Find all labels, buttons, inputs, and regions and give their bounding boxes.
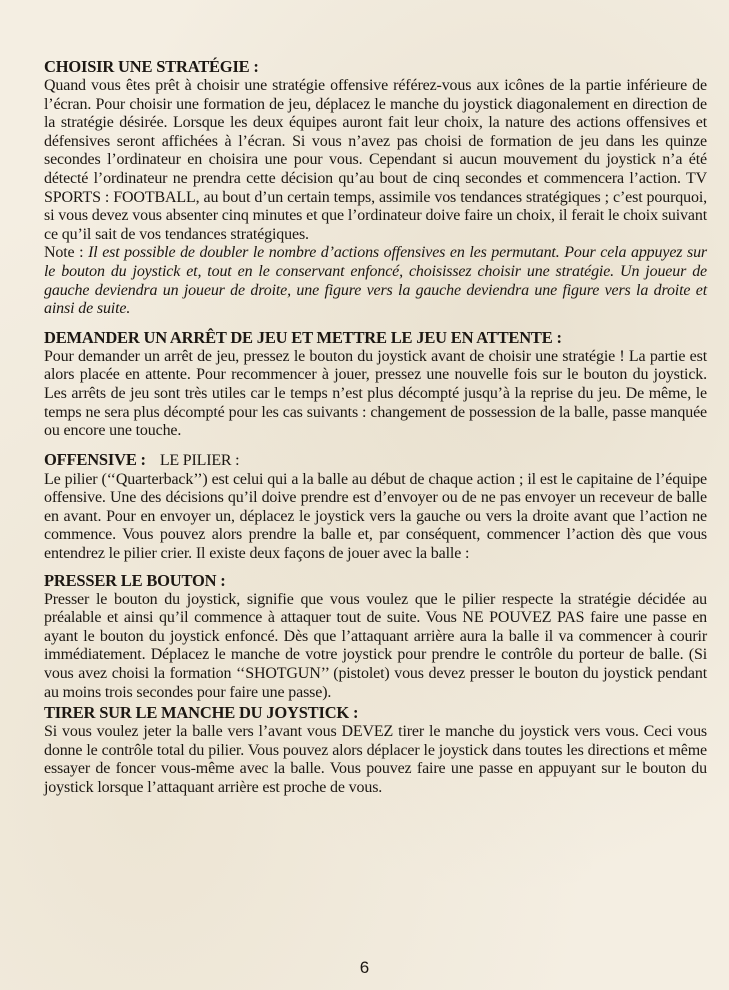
section-body xyxy=(44,77,707,319)
section-title: OFFENSIVE : xyxy=(44,449,146,469)
note-label: Note : xyxy=(44,244,89,262)
section-title: PRESSER LE BOUTON : xyxy=(44,570,226,590)
section-tirer-manche xyxy=(44,702,707,797)
section-body: Presser le bouton du joystick, signifie que vous voulez que le pilier respecte la stratégie décidée au préalable et ainsi qu’il commence à attaquer tout de suite. Vous NE POUVEZ PAS faire une passe en ayant le bouton du joystick enfoncé. Dès que l’attaquant arrière aura la balle il va commencer à courir immédiatement. Déplacez le manche de votre joystick pour prendre le contrôle du porteur de balle. (Si vous avez choisi la formation ‘‘SHOTGUN’’ (pistolet) vous devez presser le bouton du joystick pendant au moins trois secondes pour faire une passe). xyxy=(44,590,707,701)
body-text: Quand vous êtes prêt à choisir une stratégie offensive référez-vous aux icônes de la partie inférieure de l’écran. Pour choisir une formation de jeu, déplacez le manche du joystick diagonalement en direction de la stratégie désirée. Lorsque les deux équipes auront fait leur choix, la nature des actions offensives et défensives seront affichées à l’écran. Si vous n’avez pas choisi de formation de jeu dans les quinze secondes l’ordinateur en choisira une pour vous. Cependant si aucun mouvement du joystick n’a été détecté l’ordinateur ne prendra cette décision qu’au bout de cinq secondes et commencera l’action. TV SPORTS : FOOTBALL, au bout d’un certain temps, assimile vos tendances stratégiques ; c’est pourquoi, si vous devez vous absenter cinq minutes et que l’ordinateur doive faire un choix, il ferait le choix suivant ce qu’il sait de vos tendances stratégiques. xyxy=(44,77,707,243)
section-body: Pour demander un arrêt de jeu, pressez le bouton du joystick avant de choisir une stratégie ! La partie est alors placée en attente. Pour recommencer à jouer, pressez une nouvelle fois sur le bouton du joystick. Les arrêts de jeu sont très utiles car le temps n’est plus décompté jusqu’à la reprise du jeu. De même, le temps ne sera plus décompté pour les cas suivants : changement de possession de la balle, passe manquée ou encore une touche. xyxy=(44,347,707,440)
section-heading-row xyxy=(44,449,707,471)
section-subtitle: LE PILIER : xyxy=(159,451,240,469)
section-offensive xyxy=(44,449,707,564)
section-title: DEMANDER UN ARRÊT DE JEU ET METTRE LE JEU EN ATTENTE : xyxy=(44,327,562,347)
section-body: Le pilier (‘‘Quarterback’’) est celui qui a la balle au début de chaque action ; il est le capitaine de l’équipe offensive. Une des décisions qu’il doive prendre est d’envoyer ou de ne pas envoyer un receveur de balle en avant. Pour en envoyer un, déplacez le joystick vers la gauche ou vers la droite avant que l’action ne commence. Vous pouvez alors prendre la balle et, par conséquent, commencer l’action dès que vous entendrez le pilier crier. Il existe deux façons de jouer avec la balle : xyxy=(44,470,707,563)
section-presser-bouton xyxy=(44,570,707,703)
section-body: Si vous voulez jeter la balle vers l’avant vous DEVEZ tirer le manche du joystick vers vous. Ceci vous donne le contrôle total du pilier. Vous pouvez alors déplacer le joystick dans toutes les directions et même essayer de foncer vous-même avec la balle. Vous pouvez faire une passe en appuyant sur le bouton du joystick lorsque l’attaquant arrière est proche de vous. xyxy=(44,723,707,796)
section-title: TIRER SUR LE MANCHE DU JOYSTICK : xyxy=(44,703,359,723)
page-number: 6 xyxy=(359,958,370,977)
note-text: Il est possible de doubler le nombre d’actions offensives en les permutant. Pour cela appuyez sur le bouton du joystick et, tout en le conservant enfoncé, choisissez choisir une stratégie. Un joueur de gauche deviendra un joueur de droite, une figure vers la gauche deviendra une figure vers la droite et ainsi de suite. xyxy=(44,244,707,318)
section-title: CHOISIR UNE STRATÉGIE : xyxy=(44,57,259,76)
section-choisir-strategie xyxy=(44,56,707,319)
section-arret-de-jeu xyxy=(44,327,707,441)
